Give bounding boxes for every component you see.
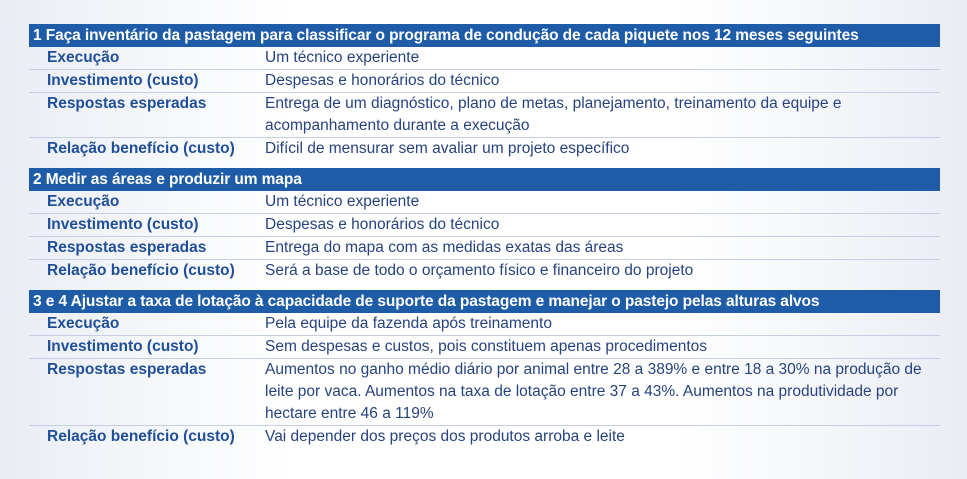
table-row	[29, 93, 940, 138]
row-label: Execução	[47, 193, 120, 210]
row-value: Entrega de um diagnóstico, plano de metas, planejamento, treinamento da equipe e acompanhamento durante a execução	[265, 95, 842, 134]
row-value: Pela equipe da fazenda após treinamento	[265, 315, 552, 332]
table-row	[29, 313, 940, 336]
section-stocking-rate	[29, 290, 940, 448]
section-header: 2 Medir as áreas e produzir um mapa	[29, 168, 940, 191]
row-label: Relação benefício (custo)	[47, 262, 235, 279]
row-value: Difícil de mensurar sem avaliar um projeto específico	[265, 140, 630, 157]
row-label: Investimento (custo)	[47, 216, 199, 233]
table-row	[29, 426, 940, 448]
row-label: Respostas esperadas	[47, 239, 207, 256]
row-label: Investimento (custo)	[47, 338, 199, 355]
table-row	[29, 237, 940, 260]
table-row	[29, 336, 940, 359]
table-row	[29, 214, 940, 237]
section-header: 1 Faça inventário da pastagem para classificar o programa de condução de cada piquete nos 12 meses seguintes	[29, 24, 940, 47]
section-inventory	[29, 24, 940, 160]
table-row	[29, 47, 940, 70]
row-label: Respostas esperadas	[47, 95, 207, 112]
row-value: Entrega do mapa com as medidas exatas das áreas	[265, 239, 624, 256]
row-value: Será a base de todo o orçamento físico e financeiro do projeto	[265, 262, 694, 279]
row-value: Um técnico experiente	[265, 193, 420, 210]
row-label: Execução	[47, 49, 120, 66]
row-value: Despesas e honorários do técnico	[265, 216, 500, 233]
row-value: Vai depender dos preços dos produtos arroba e leite	[265, 428, 625, 445]
table-row	[29, 359, 940, 426]
table-row	[29, 138, 940, 160]
row-label: Relação benefício (custo)	[47, 140, 235, 157]
row-label: Investimento (custo)	[47, 72, 199, 89]
row-value: Despesas e honorários do técnico	[265, 72, 500, 89]
pasture-management-table	[29, 24, 940, 456]
row-value: Um técnico experiente	[265, 49, 420, 66]
row-value: Aumentos no ganho médio diário por animal entre 28 a 389% e entre 18 a 30% na produção de leite por vaca. Aumentos na taxa de lotação entre 37 a 43%. Aumentos na produtividade por hectare entre 46 a 119%	[265, 361, 922, 422]
table-row	[29, 70, 940, 93]
table-row	[29, 191, 940, 214]
row-label: Respostas esperadas	[47, 361, 207, 378]
row-label: Relação benefício (custo)	[47, 428, 235, 445]
row-value: Sem despesas e custos, pois constituem apenas procedimentos	[265, 338, 707, 355]
section-map-areas	[29, 168, 940, 282]
table-row	[29, 260, 940, 282]
row-label: Execução	[47, 315, 120, 332]
section-header: 3 e 4 Ajustar a taxa de lotação à capacidade de suporte da pastagem e manejar o pastejo pelas alturas alvos	[29, 290, 940, 313]
